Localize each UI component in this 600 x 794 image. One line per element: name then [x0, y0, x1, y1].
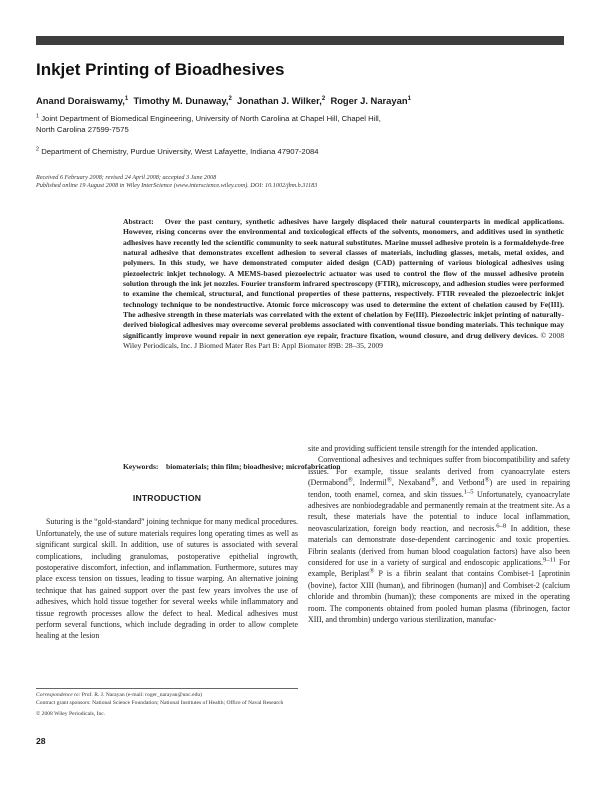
intro-paragraph-1: Suturing is the “gold-standard” joining technique for many medical procedures. Unfortunately, the use of suture materials requires long operating times as well as significant surgical skill. In addition, use of sutures is associated with several complications, including granulomas, postoperative epithelial ingrowth, postoperative discomfort, infection, and inflammation. Furthermore, sutures may place excess tension on tissues, leading to tissue warping. An alternative joining technique that has gained support over the past few years involves the use of adhesives, which hold tissue together for several weeks while inflammatory and tissue regrowth processes allow the defect to heal. Medical adhesives must perform several functions, which include degrading in order to allow complete healing at the lesion — [36, 517, 298, 641]
text-run: In addition, these materials can demonstrate dose-dependent carcinogenic and toxic properties. Fibrin sealants (derived from human blood coagulation factors) have also been considered for use in a variety of surgical and endoscopic applications. — [308, 523, 570, 568]
registered-mark: ® — [430, 476, 436, 484]
abstract-body: Over the past century, synthetic adhesives have largely displaced their natural counterparts in medical applications. However, rising concerns over the environmental and toxicological effects of the solvents, monomers, and additives used in synthetic adhesives have recently led the scientific community to seek natural substitutes. Marine mussel adhesive protein is a formaldehyde-free natural adhesive that demonstrates excellent adhesion to several classes of materials, including glasses, metals, metal oxides, and polymers. In this study, we have demonstrated computer aided design (CAD) patterning of various biological adhesives using piezoelectric inkjet technology. A MEMS-based piezoelectric actuator was used to control the flow of the mussel adhesive protein solution through the ink jet nozzles. Fourier transform infrared spectroscopy (FTIR), microscopy, and adhesion studies were performed to examine the chemical, structural, and functional properties of these patterns, respectively. FTIR revealed the piezoelectric inkjet technology technique to be nondestructive. Atomic force microscopy was used to determine the extent of chelation caused by Fe(III). The adhesive strength in these materials was correlated with the extent of chelation by Fe(III). Piezoelectric inkjet printing of naturally-derived biological adhesives may overcome several problems associated with conventional tissue bonding materials. This technique may significantly improve wound repair in next generation eye repair, fracture fixation, wound closure, and drug delivery devices. — [123, 217, 564, 340]
footnote-rule — [36, 688, 298, 689]
correspondence-note — [36, 692, 298, 700]
publication-dates — [36, 174, 317, 190]
text-run: P is a fibrin sealant that contains Combiset-1 [aprotinin (bovine), factor XIII (human), and fibrinogen (human)] and Combiset-2 (calcium chloride and thrombin (human)); these components are mixed in the operating room. The components obtained from pooled human plasma (fibrinogen, factor XIII, and thrombin) undergo various sterilization, manufac- — [308, 569, 570, 625]
keywords-label: Keywords: — [123, 462, 159, 471]
published-online: Published online 19 August 2008 in Wiley InterScience (www.interscience.wiley.com). DOI: 10.1002/jbm.b.31183 — [36, 182, 318, 189]
text-run: , and Vetbond — [435, 478, 485, 488]
reference-mark: 9–11 — [543, 556, 556, 564]
grant-note: Contract grant sponsors: National Science Foundation; National Institutes of Health; Office of Naval Research — [36, 699, 284, 706]
affiliation-1 — [36, 113, 381, 135]
affiliation-2 — [36, 146, 319, 157]
affiliation-mark: 2 — [36, 146, 40, 153]
author-name: Anand Doraiswamy, — [36, 95, 125, 106]
abstract-citation: © 2008 Wiley Periodicals, Inc. J Biomed Mater Res Part B: Appl Biomater 89B: 28–35, 2009 — [123, 330, 564, 351]
registered-mark: ® — [347, 476, 353, 484]
author-affiliation-mark: 2 — [321, 95, 326, 102]
text-run: , Nexaband — [391, 478, 431, 488]
text-run: Unfortunately, cyanoacrylate adhesives are nonbiodegradable and permanently remain at the treatment site. As a result, these materials have the potential to induce local inflammation, neovascularization, foreign body reaction, and necrosis. — [308, 489, 570, 533]
author-affiliation-mark: 1 — [407, 95, 411, 102]
article-title: Inkjet Printing of Bioadhesives — [36, 60, 285, 79]
header-rule — [36, 36, 564, 45]
text-run: ) are used in repairing tendon, tooth enamel, cornea, and skin tissues. — [308, 478, 571, 499]
registered-mark: ® — [369, 567, 375, 575]
copyright-note: © 2008 Wiley Periodicals, Inc. — [36, 711, 106, 718]
author-name: Jonathan J. Wilker, — [237, 95, 322, 106]
registered-mark: ® — [386, 476, 392, 484]
footnotes — [36, 688, 298, 719]
text-run: Conventional adhesives and techniques suffer from biocompatibility and safety issues. For example, tissue sealants derived from cyanoacrylate esters (Dermabond — [308, 455, 570, 488]
page-number: 28 — [36, 736, 46, 746]
left-column — [36, 490, 298, 642]
text-run: , Indermil — [352, 478, 387, 488]
intro-paragraph-continued: site and providing sufficient tensile strength for the intended application. — [308, 444, 538, 453]
correspondence-text: Prof. R. J. Narayan (e-mail: roger_narayan@unc.edu) — [80, 692, 203, 698]
reference-mark: 6–8 — [496, 522, 507, 530]
reference-mark: 1–5 — [463, 488, 474, 495]
abstract-label: Abstract: — [123, 217, 154, 226]
author-affiliation-mark: 1 — [124, 95, 129, 102]
author-list — [36, 95, 411, 106]
registered-mark: ® — [484, 476, 490, 484]
right-column — [308, 443, 570, 626]
section-heading: INTRODUCTION — [132, 493, 202, 503]
author-affiliation-mark: 2 — [228, 95, 232, 102]
intro-paragraph-2 — [308, 454, 570, 625]
text-run: For example, Beriplast — [308, 558, 570, 579]
affiliation-mark: 1 — [36, 113, 40, 120]
keywords-value: biomaterials; thin film; bioadhesive; microfabrication — [166, 462, 341, 471]
author-name: Timothy M. Dunaway, — [133, 95, 229, 106]
received-dates: Received 6 February 2008; revised 24 April 2008; accepted 3 June 2008 — [36, 174, 217, 181]
affiliation-text: Joint Department of Biomedical Engineering, University of North Carolina at Chapel Hill, Chapel Hill, — [41, 114, 381, 123]
affiliation-text: Department of Chemistry, Purdue University, West Lafayette, Indiana 47907-2084 — [41, 147, 319, 156]
affiliation-text-cont: North Carolina 27599-7575 — [36, 125, 129, 134]
abstract — [123, 217, 564, 351]
author-name: Roger J. Narayan — [330, 95, 408, 106]
correspondence-label: Correspondence to: — [36, 692, 81, 698]
